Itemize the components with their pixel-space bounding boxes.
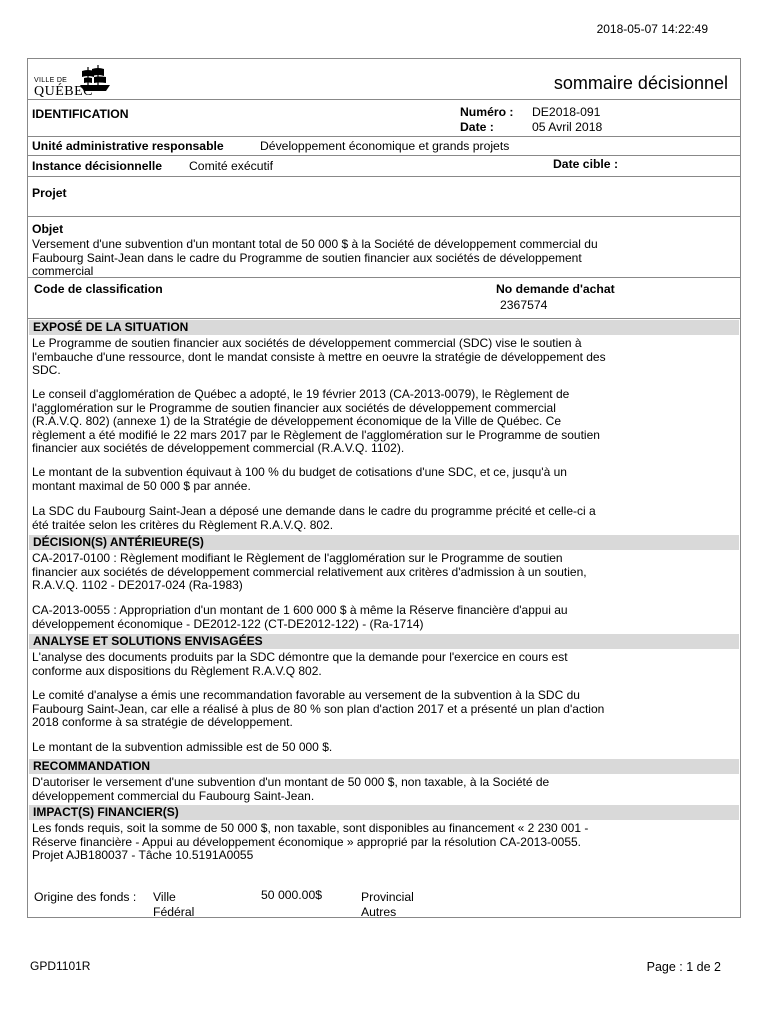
origine-fonds-label: Origine des fonds : <box>34 890 137 904</box>
text-line: (R.A.V.Q. 802) (annexe 1) de la Stratégie de développement économique de la Ville de Québec. Ce <box>32 414 562 429</box>
text-line: Le conseil d'agglomération de Québec a adopté, le 19 février 2013 (CA-2013-0079), le Règlement de <box>32 387 570 401</box>
text-line: Le comité d'analyse a émis une recommandation favorable au versement de la subvention à la SDC du <box>32 688 580 702</box>
origine-ville: Ville <box>153 890 176 904</box>
section-heading-impact: IMPACT(S) FINANCIER(S) <box>29 805 739 820</box>
unite-label: Unité administrative responsable <box>32 139 224 153</box>
section-heading-recommandation: RECOMMANDATION <box>29 759 739 774</box>
origine-provincial: Provincial <box>361 890 414 904</box>
code-classification-label: Code de classification <box>34 282 163 296</box>
text-line: CA-2013-0055 : Appropriation d'un montant de 1 600 000 $ à même la Réserve financière d'appui au <box>32 603 568 617</box>
header-row <box>28 59 740 100</box>
analyse-paragraph-3 <box>32 741 730 755</box>
logo-line1: VILLE DE <box>34 77 68 84</box>
impact-paragraph <box>32 822 730 863</box>
date-value: 05 Avril 2018 <box>532 120 603 134</box>
decisions-paragraph-1 <box>32 552 730 593</box>
text-line: Faubourg Saint-Jean, car elle a réalisé à plus de 80 % son plan d'action 2017 et a présenté un plan d'action <box>32 701 605 716</box>
text-line: D'autoriser le versement d'une subvention d'un montant de 50 000 $, non taxable, à la Société de <box>32 775 550 789</box>
no-demande-achat-label: No demande d'achat <box>496 282 615 296</box>
text-line: montant maximal de 50 000 $ par année. <box>32 478 251 493</box>
recommandation-paragraph <box>32 776 730 803</box>
expose-paragraph-3 <box>32 466 730 493</box>
classification-row <box>28 277 740 319</box>
text-line: financier aux sociétés de développement commercial relativement aux critères d'admission à un soutien, <box>32 564 587 579</box>
text-line: Le montant de la subvention admissible est de 50 000 $. <box>32 740 333 754</box>
instance-value: Comité exécutif <box>189 159 273 173</box>
instance-row <box>28 156 740 177</box>
identification-row <box>28 100 740 137</box>
timestamp: 2018-05-07 14:22:49 <box>596 22 708 36</box>
date-label: Date : <box>460 120 494 134</box>
unite-value: Développement économique et grands projets <box>260 139 510 153</box>
text-line: l'embauche d'une ressource, dont le mandat consiste à mettre en oeuvre la stratégie de développement des <box>32 349 606 364</box>
no-demande-achat-value: 2367574 <box>500 298 548 312</box>
text-line: été traitée selon les critères du Règlement R.A.V.Q. 802. <box>32 517 334 532</box>
decisions-paragraph-2 <box>32 604 730 631</box>
section-heading-expose: EXPOSÉ DE LA SITUATION <box>29 320 739 335</box>
numero-label: Numéro : <box>460 105 514 119</box>
projet-label: Projet <box>32 186 67 200</box>
text-line: commercial <box>32 264 94 279</box>
text-line: développement commercial du Faubourg Saint-Jean. <box>32 788 315 803</box>
text-line: SDC. <box>32 363 61 378</box>
form-code: GPD1101R <box>30 959 91 973</box>
analyse-paragraph-2 <box>32 689 730 730</box>
projet-row <box>28 177 740 217</box>
text-line: 2018 conforme à sa stratégie de développement. <box>32 715 293 730</box>
text-line: L'analyse des documents produits par la SDC démontre que la demande pour l'exercice en cours est <box>32 650 568 664</box>
origine-federal: Fédéral <box>153 905 195 919</box>
text-line: développement économique - DE2012-122 (CT-DE2012-122) - (Ra-1714) <box>32 616 424 631</box>
date-cible-label: Date cible : <box>553 157 619 171</box>
text-line: financier aux sociétés de développement commercial (R.A.V.Q. 1102). <box>32 441 405 456</box>
text-line: règlement a été modifié le 22 mars 2017 par le Règlement de l'agglomération sur le Programme de soutien <box>32 427 600 442</box>
objet-section <box>28 217 740 277</box>
origine-ville-amount: 50 000.00$ <box>261 888 322 902</box>
unite-row <box>28 137 740 156</box>
numero-value: DE2018-091 <box>532 105 601 119</box>
origine-autres: Autres <box>361 905 397 919</box>
instance-label: Instance décisionnelle <box>32 159 163 173</box>
logo-line2: QUÉBEC <box>34 84 93 99</box>
text-line: Faubourg Saint-Jean dans le cadre du Programme de soutien financier aux sociétés de développement <box>32 250 582 265</box>
summary-form <box>27 58 741 918</box>
expose-paragraph-2 <box>32 388 730 456</box>
identification-label: IDENTIFICATION <box>32 107 129 121</box>
text-line: Réserve financière - Appui au développement économique » approprié par la résolution CA-2013-0055. <box>32 834 582 849</box>
text-line: Les fonds requis, soit la somme de 50 000 $, non taxable, sont disponibles au financement « 2 230 001 - <box>32 821 589 835</box>
text-line: Le Programme de soutien financier aux sociétés de développement commercial (SDC) vise le soutien à <box>32 336 582 350</box>
expose-paragraph-4 <box>32 505 730 532</box>
text-line: Le montant de la subvention équivaut à 100 % du budget de cotisations d'une SDC, et ce, jusqu'à un <box>32 465 567 479</box>
section-heading-decisions: DÉCISION(S) ANTÉRIEURE(S) <box>29 535 739 550</box>
text-line: Versement d'une subvention d'un montant total de 50 000 $ à la Société de développement commercial du <box>32 237 598 251</box>
text-line: l'agglomération sur le Programme de soutien financier aux sociétés de développement commercial <box>32 400 556 415</box>
text-line: Projet AJB180037 - Tâche 10.5191A0055 <box>32 848 254 863</box>
objet-text <box>32 238 730 279</box>
page-number: Page : 1 de 2 <box>646 960 721 974</box>
text-line: conforme aux dispositions du Règlement R.A.V.Q 802. <box>32 663 322 678</box>
document-title: sommaire décisionnel <box>553 73 728 93</box>
text-line: R.A.V.Q. 1102 - DE2017-024 (Ra-1983) <box>32 578 243 593</box>
section-heading-analyse: ANALYSE ET SOLUTIONS ENVISAGÉES <box>29 634 739 649</box>
text-line: La SDC du Faubourg Saint-Jean a déposé une demande dans le cadre du programme précité et celle-ci a <box>32 504 596 518</box>
text-line: CA-2017-0100 : Règlement modifiant le Règlement de l'agglomération sur le Programme de soutien <box>32 551 563 565</box>
analyse-paragraph-1 <box>32 651 730 678</box>
objet-label: Objet <box>32 222 64 236</box>
expose-paragraph-1 <box>32 337 730 378</box>
city-logo <box>32 63 114 101</box>
